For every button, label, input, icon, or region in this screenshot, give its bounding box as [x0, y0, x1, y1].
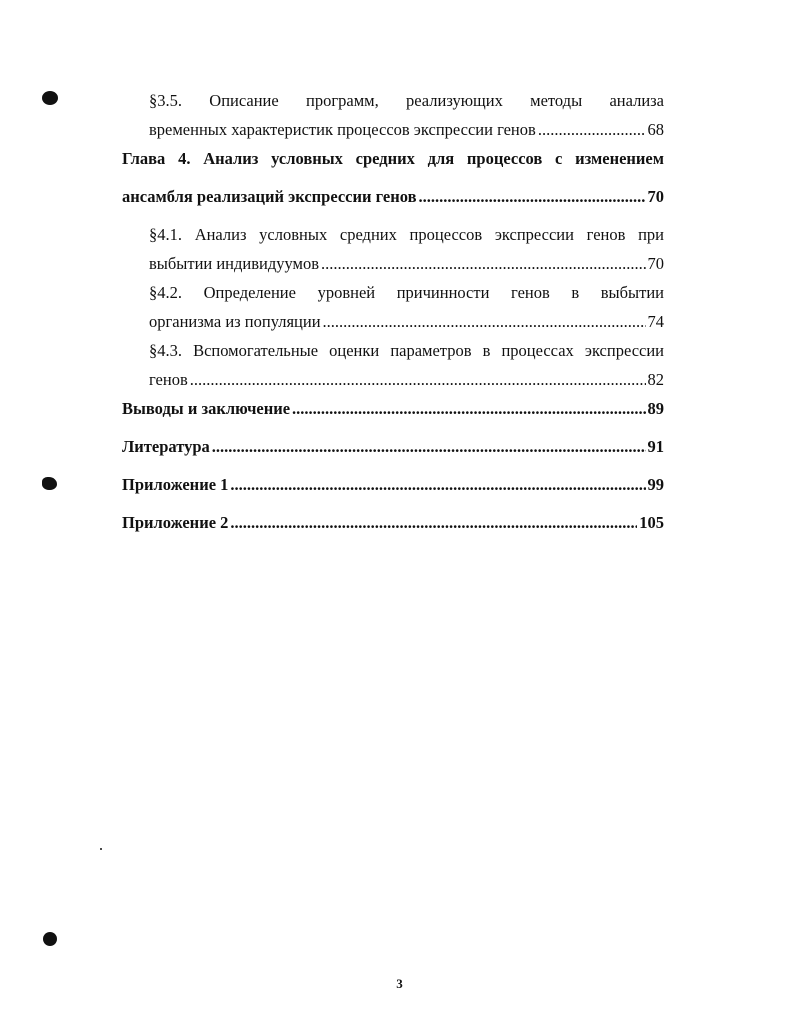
toc-page-number: 82 [647, 370, 664, 389]
toc-entry-title-line: ансамбля реализаций экспрессии генов [122, 187, 417, 206]
toc-entry-3-5[interactable] [122, 86, 664, 144]
toc-entry-title-line: Глава 4. Анализ условных средних для процессов с изменением [122, 149, 664, 168]
toc-entry-4-2[interactable] [122, 278, 664, 336]
toc-page-number: 70 [647, 254, 664, 273]
toc-entry-title-line: Выводы и заключение [122, 399, 291, 418]
toc-entry-literature[interactable] [122, 432, 664, 461]
toc-page-number: 74 [647, 312, 664, 331]
page-number: 3 [396, 976, 403, 991]
dot-leader [538, 115, 646, 144]
toc-page-number: 105 [639, 513, 664, 532]
dot-leader [190, 365, 646, 394]
toc-entry-conclusions[interactable] [122, 394, 664, 423]
toc-entry-title-line: Литература [122, 437, 210, 456]
dot-leader [321, 249, 645, 278]
toc-entry-title-line: выбытии индивидуумов [149, 254, 320, 273]
toc-entry-4-1[interactable] [122, 220, 664, 278]
toc-entry-title-line: Приложение 1 [122, 475, 229, 494]
toc-entry-appendix-1[interactable] [122, 470, 664, 499]
dot-leader [212, 432, 646, 461]
toc-entry-chapter-4[interactable] [122, 144, 664, 211]
toc-entry-title-line: временных характеристик процессов экспрессии генов [149, 120, 536, 139]
toc-page-number: 99 [647, 475, 664, 494]
dot-leader [230, 508, 637, 537]
toc-entry-4-3[interactable] [122, 336, 664, 394]
binder-hole-mark-middle [42, 477, 57, 490]
scan-speck [100, 848, 102, 850]
dot-leader [323, 307, 646, 336]
binder-hole-mark-top [42, 91, 58, 105]
toc-entry-appendix-2[interactable] [122, 508, 664, 537]
toc-entry-title-line: §4.1. Анализ условных средних процессов экспрессии генов при [149, 225, 664, 244]
toc-page-number: 68 [647, 120, 664, 139]
toc-entry-title-line: Приложение 2 [122, 513, 229, 532]
binder-hole-mark-bottom [43, 932, 57, 946]
toc-page-number: 70 [647, 187, 664, 206]
toc-entry-title-line: §3.5. Описание программ, реализующих методы анализа [149, 91, 664, 110]
toc-page-number: 91 [647, 437, 664, 456]
toc-page-number: 89 [647, 399, 664, 418]
toc-entry-title-line: организма из популяции [149, 312, 321, 331]
dot-leader [292, 394, 645, 423]
toc-entry-title-line: §4.2. Определение уровней причинности генов в выбытии [149, 283, 664, 302]
table-of-contents [122, 86, 664, 537]
dot-leader [419, 182, 646, 211]
toc-entry-title-line: генов [149, 370, 188, 389]
toc-entry-title-line: §4.3. Вспомогательные оценки параметров в процессах экспрессии [149, 341, 664, 360]
dot-leader [230, 470, 645, 499]
